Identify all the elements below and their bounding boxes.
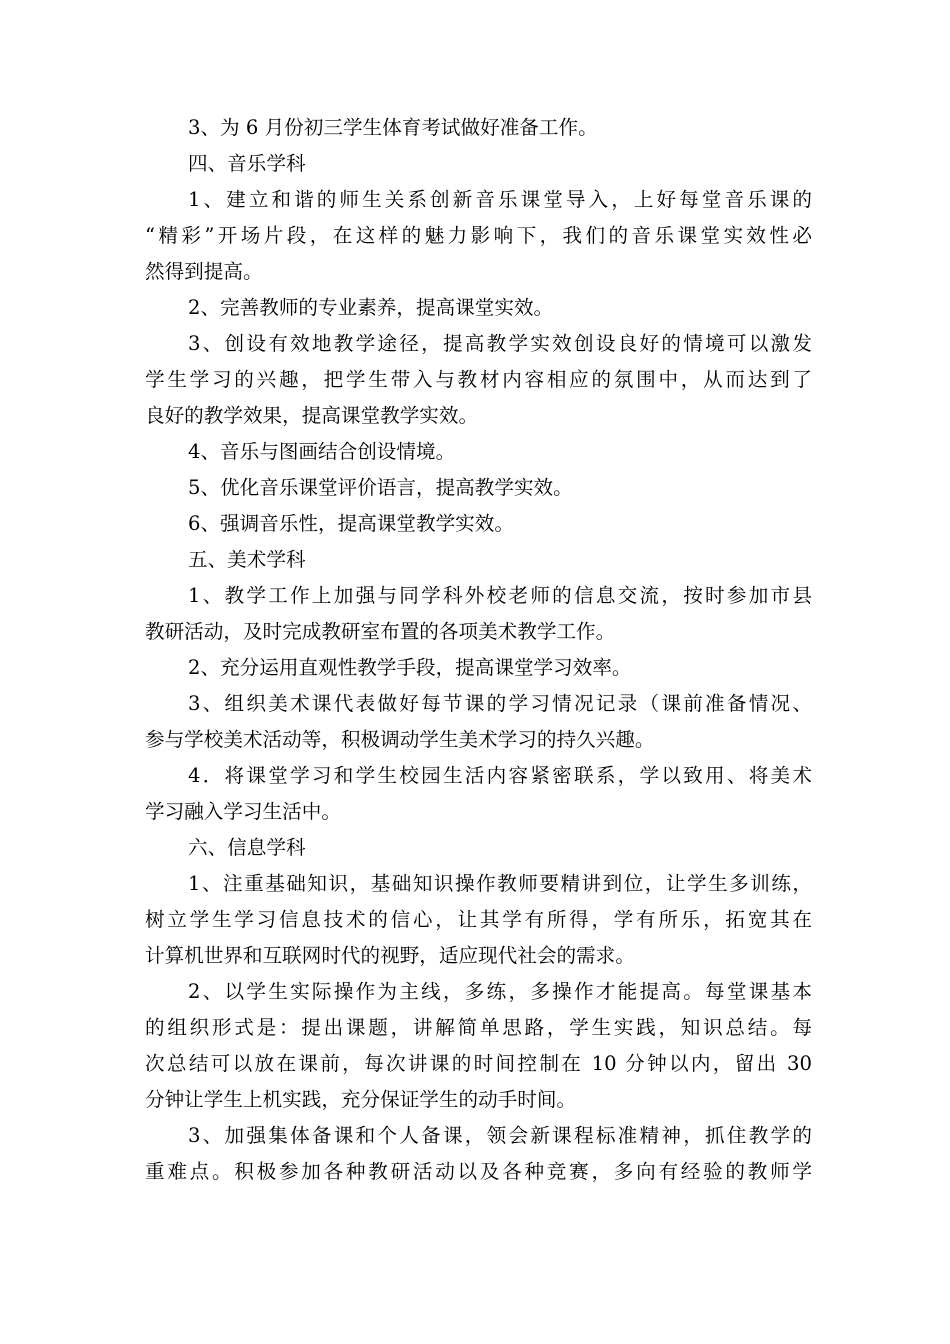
- text-line: 良好的教学效果，提高课堂教学实效。: [145, 404, 479, 427]
- text-line: 3、加强集体备课和个人备课，领会新课程标准精神，抓住教学的: [188, 1124, 812, 1147]
- text-line: 4．将课堂学习和学生校园生活内容紧密联系，学以致用、将美术: [188, 764, 812, 787]
- text-line: 2、充分运用直观性教学手段，提高课堂学习效率。: [188, 656, 632, 679]
- text-line: 次总结可以放在课前，每次讲课的时间控制在 10 分钟以内，留出 30: [145, 1052, 812, 1075]
- text-line: 学生学习的兴趣，把学生带入与教材内容相应的氛围中，从而达到了: [145, 368, 812, 391]
- text-line: 学习融入学习生活中。: [145, 800, 341, 823]
- document-page: [145, 110, 812, 1190]
- text-line: “精彩”开场片段，在这样的魅力影响下，我们的音乐课堂实效性必: [145, 224, 812, 247]
- text-line: 6、强调音乐性，提高课堂教学实效。: [188, 512, 514, 535]
- text-line: 1、注重基础知识，基础知识操作教师要精讲到位，让学生多训练，: [188, 872, 812, 895]
- section-heading-music: 四、音乐学科: [188, 152, 306, 175]
- text-line: 计算机世界和互联网时代的视野，适应现代社会的需求。: [145, 944, 635, 967]
- text-line: 1、教学工作上加强与同学科外校老师的信息交流，按时参加市县: [188, 584, 812, 607]
- text-line: 教研活动，及时完成教研室布置的各项美术教学工作。: [145, 620, 616, 643]
- text-line: 的组织形式是：提出课题，讲解简单思路，学生实践，知识总结。每: [145, 1016, 812, 1039]
- section-heading-information: 六、信息学科: [188, 836, 306, 859]
- section-heading-art: 五、美术学科: [188, 548, 306, 571]
- text-line: 分钟让学生上机实践，充分保证学生的动手时间。: [145, 1088, 577, 1111]
- text-line: 3、组织美术课代表做好每节课的学习情况记录（课前准备情况、: [188, 692, 812, 715]
- text-line: 1、建立和谐的师生关系创新音乐课堂导入，上好每堂音乐课的: [188, 188, 812, 211]
- text-line: 3、为 6 月份初三学生体育考试做好准备工作。: [188, 116, 598, 139]
- text-line: 然得到提高。: [145, 260, 263, 283]
- text-line: 3、创设有效地教学途径，提高教学实效创设良好的情境可以激发: [188, 332, 812, 355]
- text-line: 5、优化音乐课堂评价语言，提高教学实效。: [188, 476, 573, 499]
- text-line: 参与学校美术活动等，积极调动学生美术学习的持久兴趣。: [145, 728, 655, 751]
- text-line: 树立学生学习信息技术的信心，让其学有所得，学有所乐，拓宽其在: [145, 908, 812, 931]
- text-line: 2、以学生实际操作为主线，多练，多操作才能提高。每堂课基本: [188, 980, 812, 1003]
- text-line: 4、音乐与图画结合创设情境。: [188, 440, 456, 463]
- text-line: 重难点。积极参加各种教研活动以及各种竞赛，多向有经验的教师学: [145, 1160, 812, 1183]
- text-line: 2、完善教师的专业素养，提高课堂实效。: [188, 296, 554, 319]
